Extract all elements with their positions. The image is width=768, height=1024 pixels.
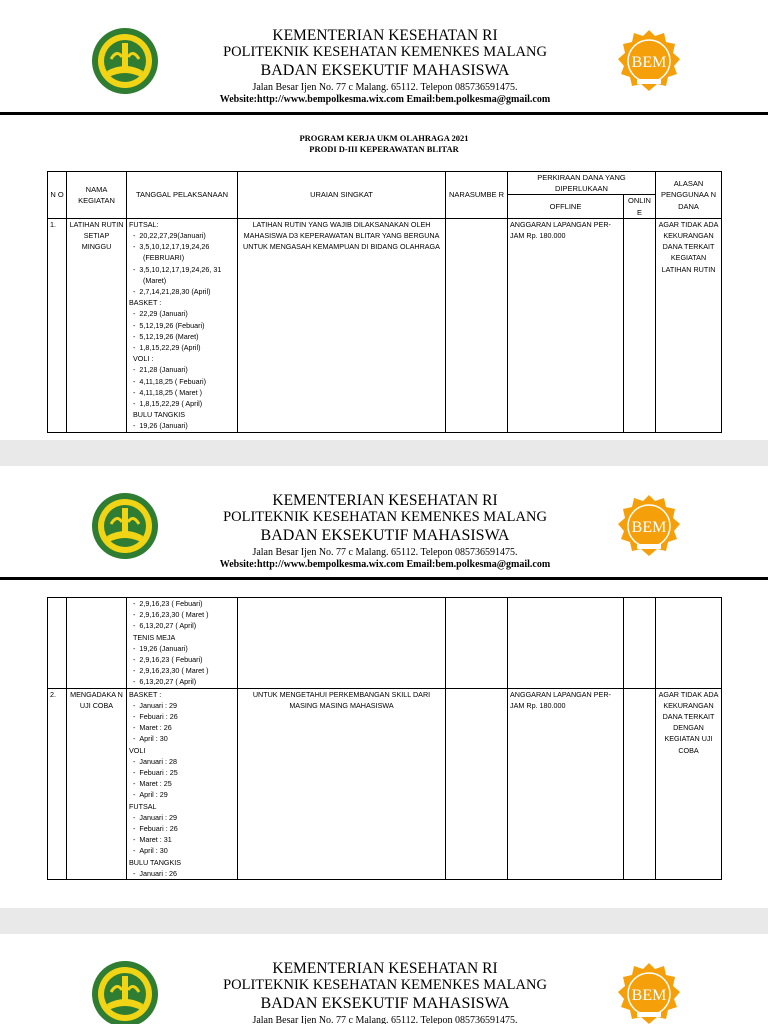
ministry-name: KEMENTERIAN KESEHATAN RI xyxy=(272,27,498,44)
row-nama: LATIHAN RUTIN SETIAP MINGGU xyxy=(67,218,127,432)
col-header-online: ONLIN E xyxy=(624,195,656,218)
date-entry: - Januari : 29 xyxy=(133,700,177,710)
row-alasan xyxy=(656,598,722,689)
date-entry: - 5,12,19,26 (Maret) xyxy=(133,331,199,341)
date-entry: - 22,29 (Januari) xyxy=(133,309,188,319)
letterhead-rule xyxy=(0,112,768,115)
date-entry: - 19,26 (Januari) xyxy=(133,421,188,431)
date-entry: - 19,26 (Januari) xyxy=(133,643,188,653)
col-header-narasumber: NARASUMBE R xyxy=(446,172,508,219)
sport-heading: FUTSAL: xyxy=(129,219,159,229)
institution-name: POLITEKNIK KESEHATAN KEMENKES MALANG xyxy=(223,44,547,60)
date-entry: - Januari : 29 xyxy=(133,812,177,822)
date-entry: - Febuari : 26 xyxy=(133,824,178,834)
contact-line: Website:http://www.bempolkesma.wix.com Email:bem.polkesma@gmail.com xyxy=(219,559,551,570)
row-online xyxy=(624,598,656,689)
date-entry: - April : 29 xyxy=(133,790,168,800)
program-table-continued xyxy=(47,597,722,880)
doc-title-line1: PROGRAM KERJA UKM OLAHRAGA 2021 xyxy=(299,133,469,143)
letterhead-rule xyxy=(0,577,768,580)
table-row xyxy=(48,218,722,432)
program-table xyxy=(47,171,722,433)
col-header-uraian: URAIAN SINGKAT xyxy=(238,172,446,219)
col-header-no: N O xyxy=(48,172,67,219)
col-header-alasan: ALASAN PENGGUNAA N DANA xyxy=(656,172,722,219)
date-entry: - Januari : 28 xyxy=(133,756,177,766)
date-entry: - 3,5,10,12,17,19,24,26, 31 (Maret) xyxy=(133,264,222,285)
sport-heading: VOLI xyxy=(129,745,146,755)
ministry-name: KEMENTERIAN KESEHATAN RI xyxy=(272,492,498,509)
row-narasumber xyxy=(446,598,508,689)
row-narasumber xyxy=(446,218,508,432)
contact-line: Website:http://www.bempolkesma.wix.com Email:bem.polkesma@gmail.com xyxy=(219,94,551,105)
row-tanggal xyxy=(127,218,238,432)
institution-name: POLITEKNIK KESEHATAN KEMENKES MALANG xyxy=(223,977,547,993)
row-tanggal xyxy=(127,598,238,689)
date-entry: - 2,9,16,23,30 ( Maret ) xyxy=(133,610,209,620)
date-entry: - 6,13,20,27 ( April) xyxy=(133,621,197,631)
date-entry: - Febuari : 25 xyxy=(133,768,178,778)
poltekkes-logo xyxy=(91,27,159,95)
sport-heading: VOLI : xyxy=(133,354,154,364)
sport-heading: TENIS MEJA xyxy=(133,632,176,642)
date-entry: - 4,11,18,25 ( Febuari) xyxy=(133,376,206,386)
sport-heading: BASKET : xyxy=(129,689,162,699)
svg-text:BEM: BEM xyxy=(631,987,667,1004)
date-entry: - 4,11,18,25 ( Maret ) xyxy=(133,387,202,397)
row-narasumber xyxy=(446,688,508,879)
date-entry: - Maret : 26 xyxy=(133,723,172,733)
date-entry: - Maret : 25 xyxy=(133,779,172,789)
col-header-tanggal: TANGGAL PELAKSANAAN xyxy=(127,172,238,219)
page-1 xyxy=(0,0,768,440)
date-entry: - 2,9,16,23 ( Febuari) xyxy=(133,655,203,665)
sport-heading: BULU TANGKIS xyxy=(129,857,182,867)
col-header-perkiraan: PERKIRAAN DANA YANG DIPERLUKAAN xyxy=(508,172,656,195)
doc-title-line2: PRODI D-III KEPERAWATAN BLITAR xyxy=(309,144,459,154)
row-uraian xyxy=(238,598,446,689)
date-entry: - 5,12,19,26 (Febuari) xyxy=(133,320,205,330)
date-entry: - 6,13,20,27 ( April) xyxy=(133,677,197,687)
organization-name: BADAN EKSEKUTIF MAHASISWA xyxy=(260,527,510,544)
page-3 xyxy=(0,934,768,1024)
date-entry: - 20,22,27,29(Januari) xyxy=(133,231,206,241)
col-header-offline: OFFLINE xyxy=(508,195,624,218)
date-entry: - 3,5,10,12,17,19,24,26 (FEBRUARI) xyxy=(133,242,210,263)
row-uraian: UNTUK MENGETAHUI PERKEMBANGAN SKILL DARI MASING MASING MAHASISWA xyxy=(238,688,446,879)
bem-logo xyxy=(615,27,683,95)
row-tanggal xyxy=(127,688,238,879)
bem-logo xyxy=(615,492,683,560)
col-header-nama: NAMA KEGIATAN xyxy=(67,172,127,219)
page-2 xyxy=(0,466,768,908)
row-offline xyxy=(508,598,624,689)
sport-heading: FUTSAL xyxy=(129,801,157,811)
svg-text:BEM: BEM xyxy=(631,519,667,536)
organization-name: BADAN EKSEKUTIF MAHASISWA xyxy=(260,62,510,79)
date-entry: - 2,7,14,21,28,30 (April) xyxy=(133,287,211,297)
institution-name: POLITEKNIK KESEHATAN KEMENKES MALANG xyxy=(223,509,547,525)
date-entry: - Febuari : 26 xyxy=(133,712,178,722)
date-entry: - April : 30 xyxy=(133,734,168,744)
sport-heading: BULU TANGKIS xyxy=(133,410,186,420)
row-nama: MENGADAKA N UJI COBA xyxy=(67,688,127,879)
address: Jalan Besar Ijen No. 77 c Malang. 65112. Telepon 085736591475. xyxy=(252,82,518,93)
date-entry: - 1,8,15,22,29 ( April) xyxy=(133,399,203,409)
table-row xyxy=(48,598,722,689)
table-row xyxy=(48,688,722,879)
date-entry: - 2,9,16,23 ( Febuari) xyxy=(133,599,203,608)
svg-text:BEM: BEM xyxy=(631,54,667,71)
date-entry: - Januari : 26 xyxy=(133,868,177,878)
date-entry: - Maret : 31 xyxy=(133,835,172,845)
row-offline: ANGGARAN LAPANGAN PER-JAM Rp. 180.000 xyxy=(508,688,624,879)
row-online xyxy=(624,688,656,879)
address: Jalan Besar Ijen No. 77 c Malang. 65112. Telepon 085736591475. xyxy=(252,1015,518,1024)
row-alasan: AGAR TIDAK ADA KEKURANGAN DANA TERKAIT DENGAN KEGIATAN UJI COBA xyxy=(656,688,722,879)
poltekkes-logo xyxy=(91,492,159,560)
row-no: 2. xyxy=(48,688,67,879)
ministry-name: KEMENTERIAN KESEHATAN RI xyxy=(272,960,498,977)
row-no xyxy=(48,598,67,689)
date-entry: - 1,8,15,22,29 (April) xyxy=(133,343,201,353)
poltekkes-logo xyxy=(91,960,159,1024)
address: Jalan Besar Ijen No. 77 c Malang. 65112. Telepon 085736591475. xyxy=(252,547,518,558)
date-entry: - April : 30 xyxy=(133,846,168,856)
row-nama xyxy=(67,598,127,689)
sport-heading: BASKET : xyxy=(129,298,162,308)
row-alasan: AGAR TIDAK ADA KEKURANGAN DANA TERKAIT KEGIATAN LATIHAN RUTIN xyxy=(656,218,722,432)
bem-logo xyxy=(615,960,683,1024)
organization-name: BADAN EKSEKUTIF MAHASISWA xyxy=(260,995,510,1012)
date-entry: - 2,9,16,23,30 ( Maret ) xyxy=(133,666,209,676)
row-online xyxy=(624,218,656,432)
row-offline: ANGGARAN LAPANGAN PER-JAM Rp. 180.000 xyxy=(508,218,624,432)
doc-title xyxy=(0,133,768,155)
date-entry: - 21,28 (Januari) xyxy=(133,365,188,375)
row-no: 1. xyxy=(48,218,67,432)
row-uraian: LATIHAN RUTIN YANG WAJIB DILAKSANAKAN OLEH MAHASISWA D3 KEPERAWATAN BLITAR YANG BERGUNA UNTUK MENGASAH KEMAMPUAN DI BIDANG OLAHRAGA xyxy=(238,218,446,432)
